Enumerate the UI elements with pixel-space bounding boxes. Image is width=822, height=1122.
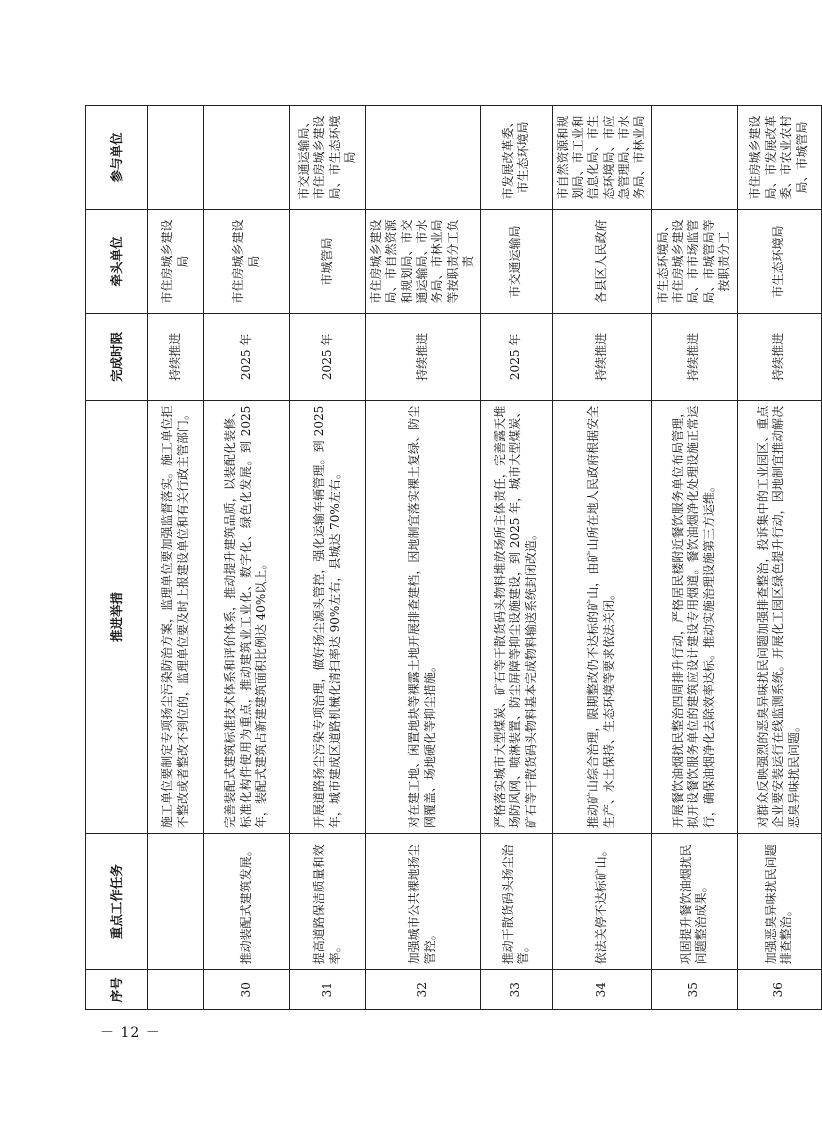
row-measure: 施工单位要制定专项扬尘污染防治方案，监理单位要加强监督落实。施工单位拒不整改或者整改不到位的，监理单位要及时上报建设单位和有关行政主管部门。 bbox=[148, 400, 204, 833]
row-task bbox=[148, 834, 204, 970]
row-measure: 开展餐饮油烟扰民整治四周排升行动，严格居民楼附近餐饮服务单位布局管理，拟开设餐饮服务单位的建筑应设计建设专用烟道。餐饮油烟净化处理设施正常运行，确保油烟净化去除效率达标。推动实施治理设施第三方运维。 bbox=[651, 400, 737, 833]
row-deadline: 2025 年 bbox=[290, 314, 366, 401]
row-number bbox=[148, 970, 204, 1010]
page-number: － 12 － bbox=[100, 1025, 161, 1041]
row-task: 推动干散货码头扬尘治管。 bbox=[480, 834, 552, 970]
header-task: 重点工作任务 bbox=[86, 834, 148, 970]
row-number: 35 bbox=[651, 970, 737, 1010]
row-participants: 市交通运输局、市住房城乡建设局、市生态环境局 bbox=[290, 106, 366, 210]
table-row bbox=[204, 106, 290, 1010]
rotated-table-container bbox=[85, 105, 809, 1010]
table-row bbox=[651, 106, 737, 1010]
row-lead-unit: 市生态环境局、市住房城乡建设局、市市场监管局、市城管局等按职责分工 bbox=[651, 210, 737, 314]
row-task: 推动装配式建筑发展。 bbox=[204, 834, 290, 970]
row-task: 依法关停不达标矿山。 bbox=[552, 834, 651, 970]
table-row bbox=[290, 106, 366, 1010]
row-deadline: 持续推进 bbox=[651, 314, 737, 401]
header-deadline: 完成时限 bbox=[86, 314, 148, 401]
row-number: 36 bbox=[737, 970, 821, 1010]
row-number: 32 bbox=[366, 970, 481, 1010]
row-deadline: 持续推进 bbox=[552, 314, 651, 401]
row-deadline: 持续推进 bbox=[148, 314, 204, 401]
row-lead-unit: 市交通运输局 bbox=[480, 210, 552, 314]
row-task: 加强城市公共裸地扬尘管控。 bbox=[366, 834, 481, 970]
row-participants bbox=[148, 106, 204, 210]
row-participants: 市发展改革委、市生态环境局 bbox=[480, 106, 552, 210]
header-participants: 参与单位 bbox=[86, 106, 148, 210]
row-lead-unit: 各县区人民政府 bbox=[552, 210, 651, 314]
row-measure: 对在建工地、闲置地块等裸露土地开展排查建档，因地制宜落实裸土复绿、防尘网覆盖、场地硬化等抑尘措施。 bbox=[366, 400, 481, 833]
row-measure: 推动矿山综合治理，限期整改仍不达标的矿山，由矿山所在地人民政府根据安全生产、水土保持、生态环境等要求依法关闭。 bbox=[552, 400, 651, 833]
row-lead-unit: 市生态环境局 bbox=[737, 210, 821, 314]
row-number: 30 bbox=[204, 970, 290, 1010]
row-number: 34 bbox=[552, 970, 651, 1010]
table-row bbox=[366, 106, 481, 1010]
row-participants: 市住房城乡建设局、市发展改革委、市农业农村局、市城管局 bbox=[737, 106, 821, 210]
row-number: 31 bbox=[290, 970, 366, 1010]
row-number: 33 bbox=[480, 970, 552, 1010]
row-task: 提高道路保洁质量和效率。 bbox=[290, 834, 366, 970]
row-measure: 对群众反映强烈的恶臭异味扰民问题加强排查整治，投诉集中的工业园区、重点企业要安装运行在线监测系统。开展化工园区绿色提升行动，因地制宜推动解决恶臭异味扰民问题。 bbox=[737, 400, 821, 833]
row-lead-unit: 市住房城乡建设局、市自然资源和规划局、市交通运输局、市水务局、市林业局等按职责分工负责 bbox=[366, 210, 481, 314]
row-deadline: 2025 年 bbox=[480, 314, 552, 401]
row-deadline: 持续推进 bbox=[737, 314, 821, 401]
row-participants bbox=[366, 106, 481, 210]
table-row bbox=[552, 106, 651, 1010]
row-task: 巩固提升餐饮油烟扰民问题整治成果。 bbox=[651, 834, 737, 970]
row-task: 加强恶臭异味扰民问题排查整治。 bbox=[737, 834, 821, 970]
table-header-row bbox=[86, 106, 148, 1010]
row-measure: 严格落实城市大型煤炭、矿石等干散货码头物料堆放场所主体责任，完善露天堆场防风网、喷淋装置、防尘屏障等抑尘设施建设，到 2025 年，城市大型煤炭、矿石等干散货码头物料基本完成物料输送系统封闭改造。 bbox=[480, 400, 552, 833]
row-deadline: 持续推进 bbox=[366, 314, 481, 401]
table-row bbox=[148, 106, 204, 1010]
table-row bbox=[480, 106, 552, 1010]
row-lead-unit: 市城管局 bbox=[290, 210, 366, 314]
row-deadline: 2025 年 bbox=[204, 314, 290, 401]
row-measure: 开展道路扬尘污染专项治理，做好扬尘源头管控，强化运输车辆管理。到 2025 年，城市建成区道路机械化清扫率达 90%左右，县城达 70%左右。 bbox=[290, 400, 366, 833]
row-measure: 完善装配式建筑标准技术体系和评价体系，推动提升建筑品质，以装配化装修、标准化构件使用为重点，推动建筑业工业化、数字化、绿色化发展。到 2025 年，装配式建筑占新建建筑面积比例达 40%以上。 bbox=[204, 400, 290, 833]
table-row bbox=[737, 106, 821, 1010]
row-participants bbox=[651, 106, 737, 210]
header-lead: 牵头单位 bbox=[86, 210, 148, 314]
header-measure: 推进举措 bbox=[86, 400, 148, 833]
work-plan-table bbox=[85, 105, 822, 1010]
header-number: 序号 bbox=[86, 970, 148, 1010]
row-participants bbox=[204, 106, 290, 210]
row-lead-unit: 市住房城乡建设局 bbox=[148, 210, 204, 314]
row-lead-unit: 市住房城乡建设局 bbox=[204, 210, 290, 314]
row-participants: 市自然资源和规划局、市工业和信息化局、市生态环境局、市应急管理局、市水务局、市林业局 bbox=[552, 106, 651, 210]
